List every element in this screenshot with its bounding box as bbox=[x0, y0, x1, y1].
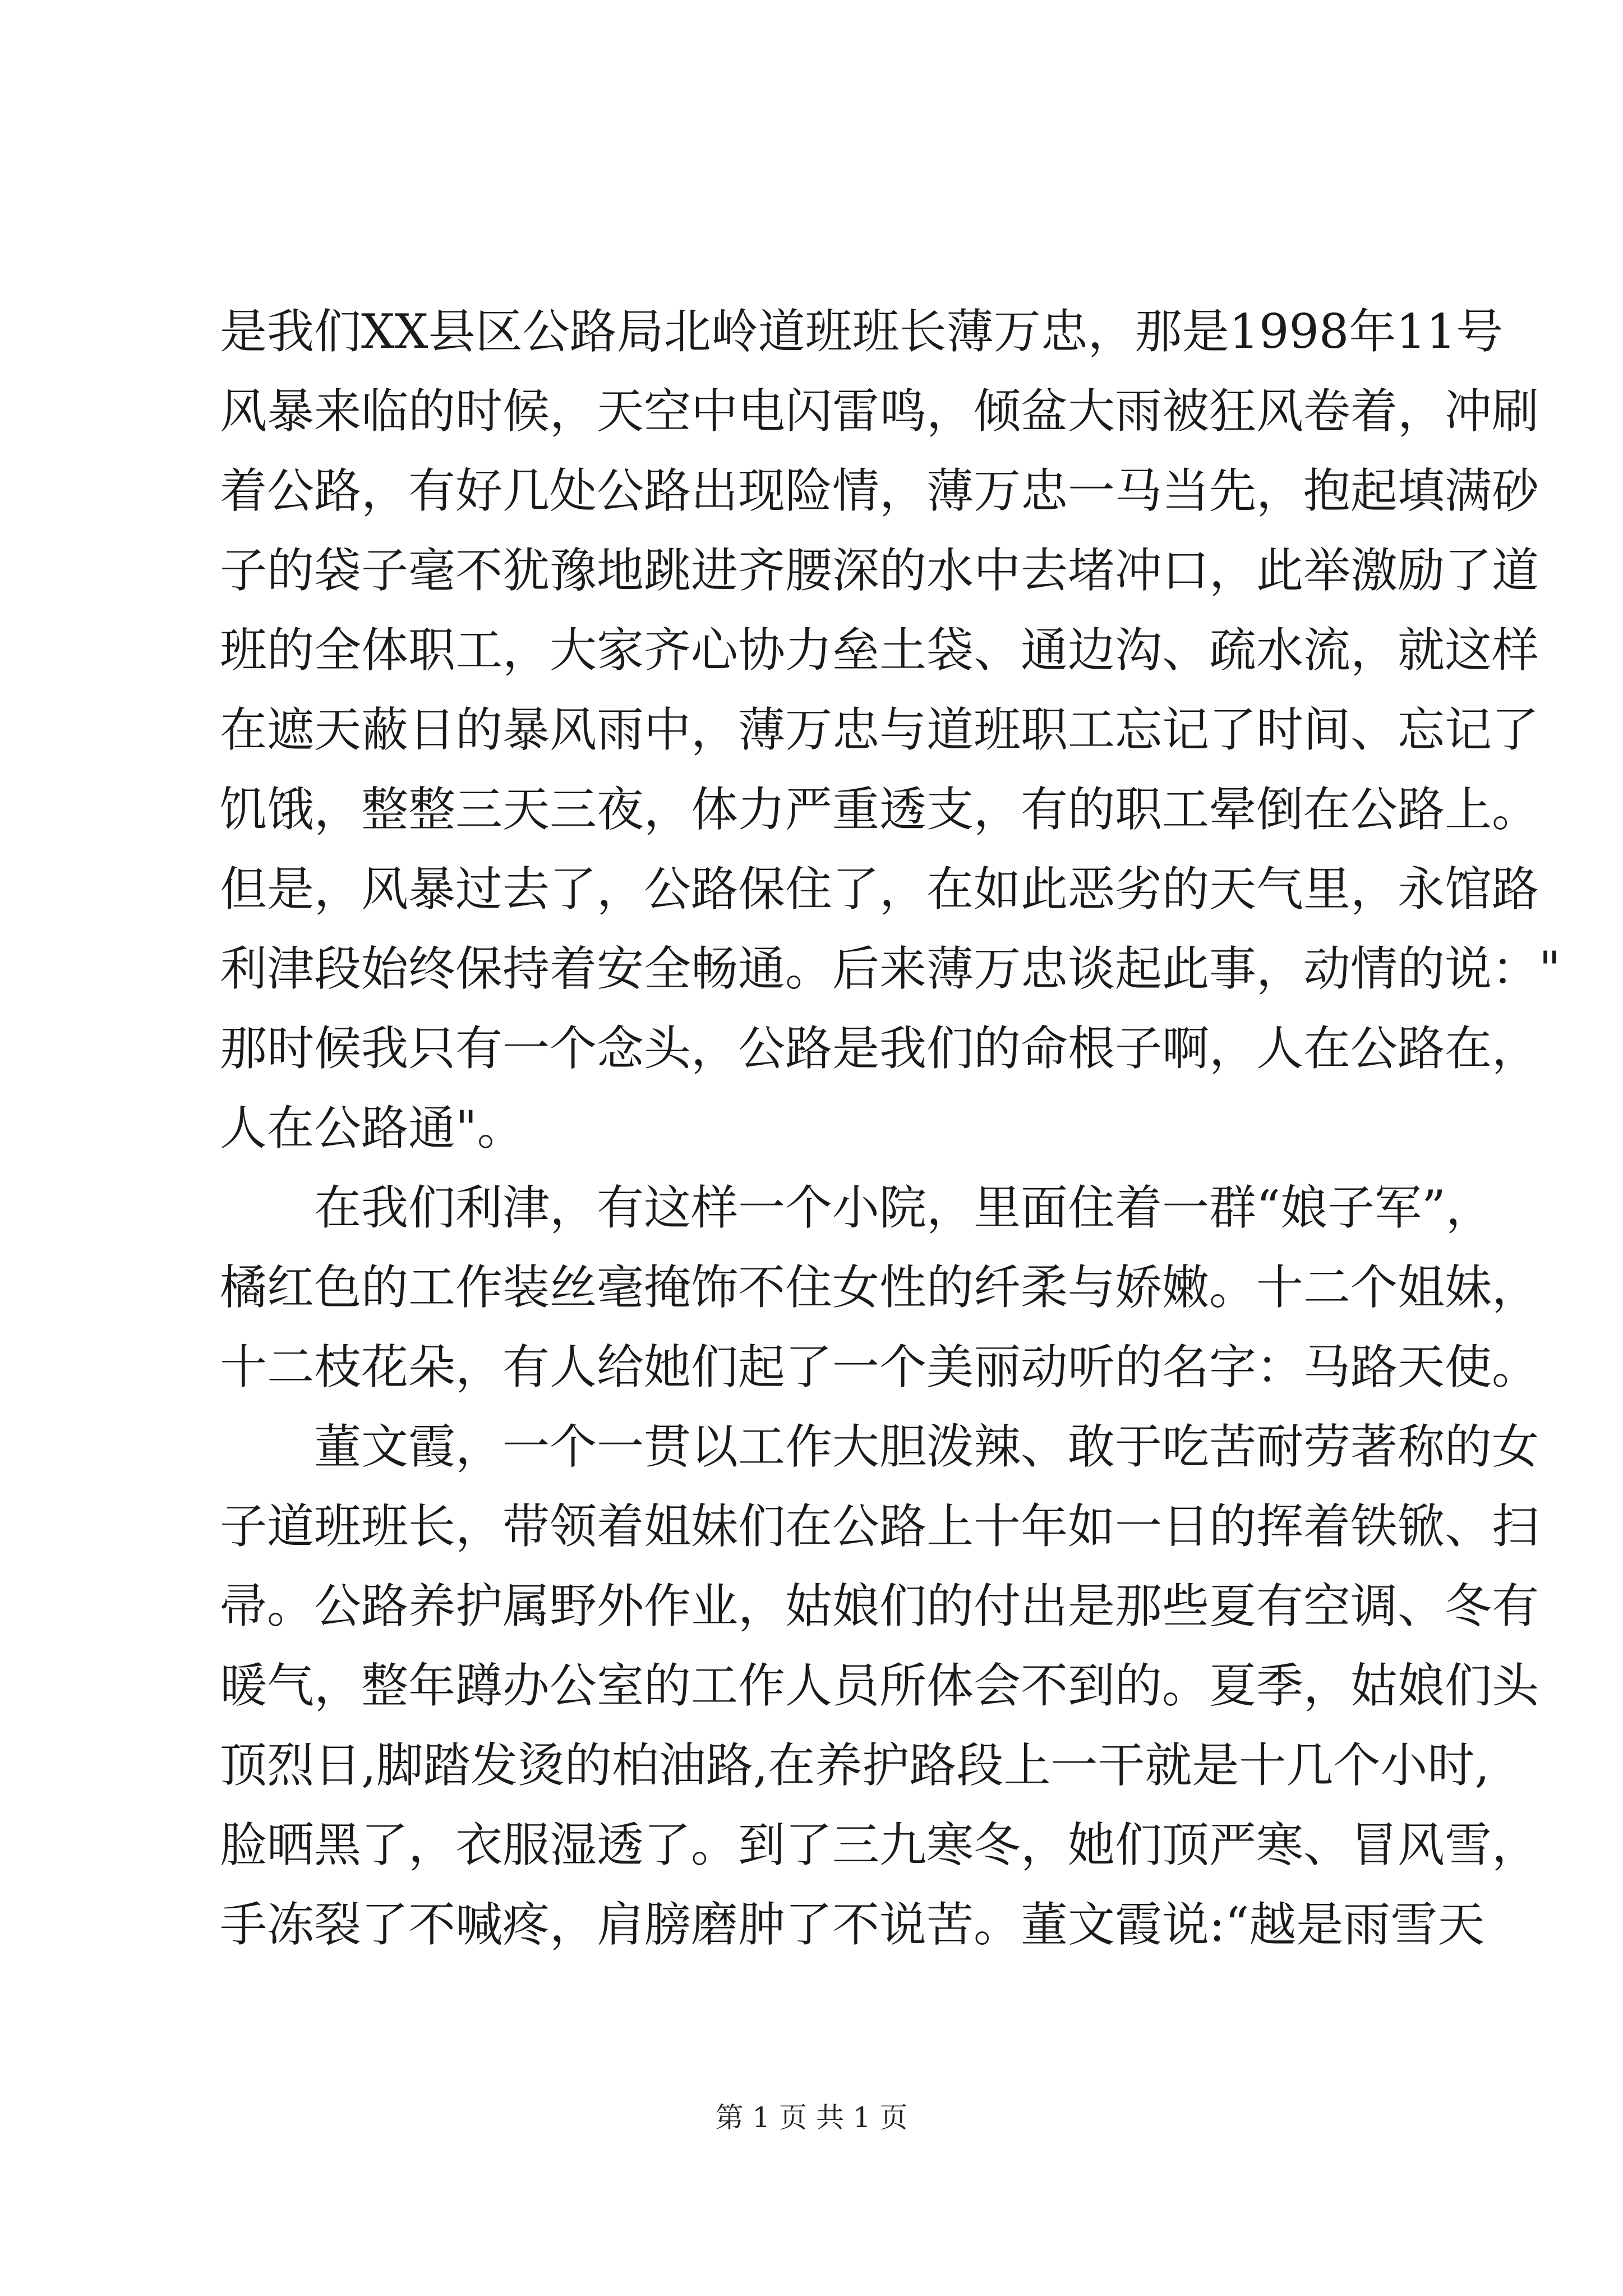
text-line: 顶烈日,脚踏发烫的柏油路,在养护路段上一干就是十几个小时, bbox=[220, 1738, 1490, 1793]
text-line: 暖气，整年蹲办公室的工作人员所体会不到的。夏季，姑娘们头 bbox=[220, 1658, 1539, 1713]
text-line: 在我们利津，有这样一个小院，里面住着一群“娘子军”， bbox=[314, 1180, 1493, 1235]
text-line: 脸晒黑了，衣服湿透了。到了三九寒冬，她们顶严寒、冒风雪， bbox=[220, 1818, 1539, 1872]
text-line: 手冻裂了不喊疼，肩膀磨肿了不说苦。董文霞说:“越是雨雪天 bbox=[220, 1897, 1485, 1952]
text-line: 是我们XX县区公路局北岭道班班长薄万忠，那是1998年11号 bbox=[220, 304, 1504, 359]
text-line: 利津段始终保持着安全畅通。后来薄万忠谈起此事，动情的说：" bbox=[220, 941, 1561, 996]
text-line: 班的全体职工，大家齐心协力垒土袋、通边沟、疏水流，就这样 bbox=[220, 623, 1539, 678]
page-footer: 第 1 页 共 1 页 bbox=[715, 2101, 908, 2134]
text-line: 子道班班长，带领着姐妹们在公路上十年如一日的挥着铁锨、扫 bbox=[220, 1499, 1539, 1554]
text-line: 董文霞，一个一贯以工作大胆泼辣、敢于吃苦耐劳著称的女 bbox=[314, 1419, 1539, 1474]
text-line: 在遮天蔽日的暴风雨中，薄万忠与道班职工忘记了时间、忘记了 bbox=[220, 702, 1539, 757]
text-line: 子的袋子毫不犹豫地跳进齐腰深的水中去堵冲口，此举激励了道 bbox=[220, 543, 1539, 598]
text-line: 那时候我只有一个念头，公路是我们的命根子啊，人在公路在， bbox=[220, 1021, 1539, 1076]
text-line: 饥饿，整整三天三夜，体力严重透支，有的职工晕倒在公路上。 bbox=[220, 782, 1539, 837]
text-line: 着公路，有好几处公路出现险情，薄万忠一马当先，抱起填满砂 bbox=[220, 463, 1539, 518]
text-line: 人在公路通"。 bbox=[220, 1101, 524, 1156]
body-text bbox=[220, 292, 1561, 1964]
text-line: 十二枝花朵，有人给她们起了一个美丽动听的名字：马路天使。 bbox=[220, 1340, 1539, 1395]
text-line: 但是，风暴过去了，公路保住了，在如此恶劣的天气里，永馆路 bbox=[220, 862, 1539, 917]
text-line: 帚。公路养护属野外作业，姑娘们的付出是那些夏有空调、冬有 bbox=[220, 1579, 1539, 1634]
text-line: 橘红色的工作装丝毫掩饰不住女性的纤柔与娇嫩。十二个姐妹， bbox=[220, 1260, 1539, 1315]
text-line: 风暴来临的时候，天空中电闪雷鸣，倾盆大雨被狂风卷着，冲刷 bbox=[220, 384, 1539, 439]
